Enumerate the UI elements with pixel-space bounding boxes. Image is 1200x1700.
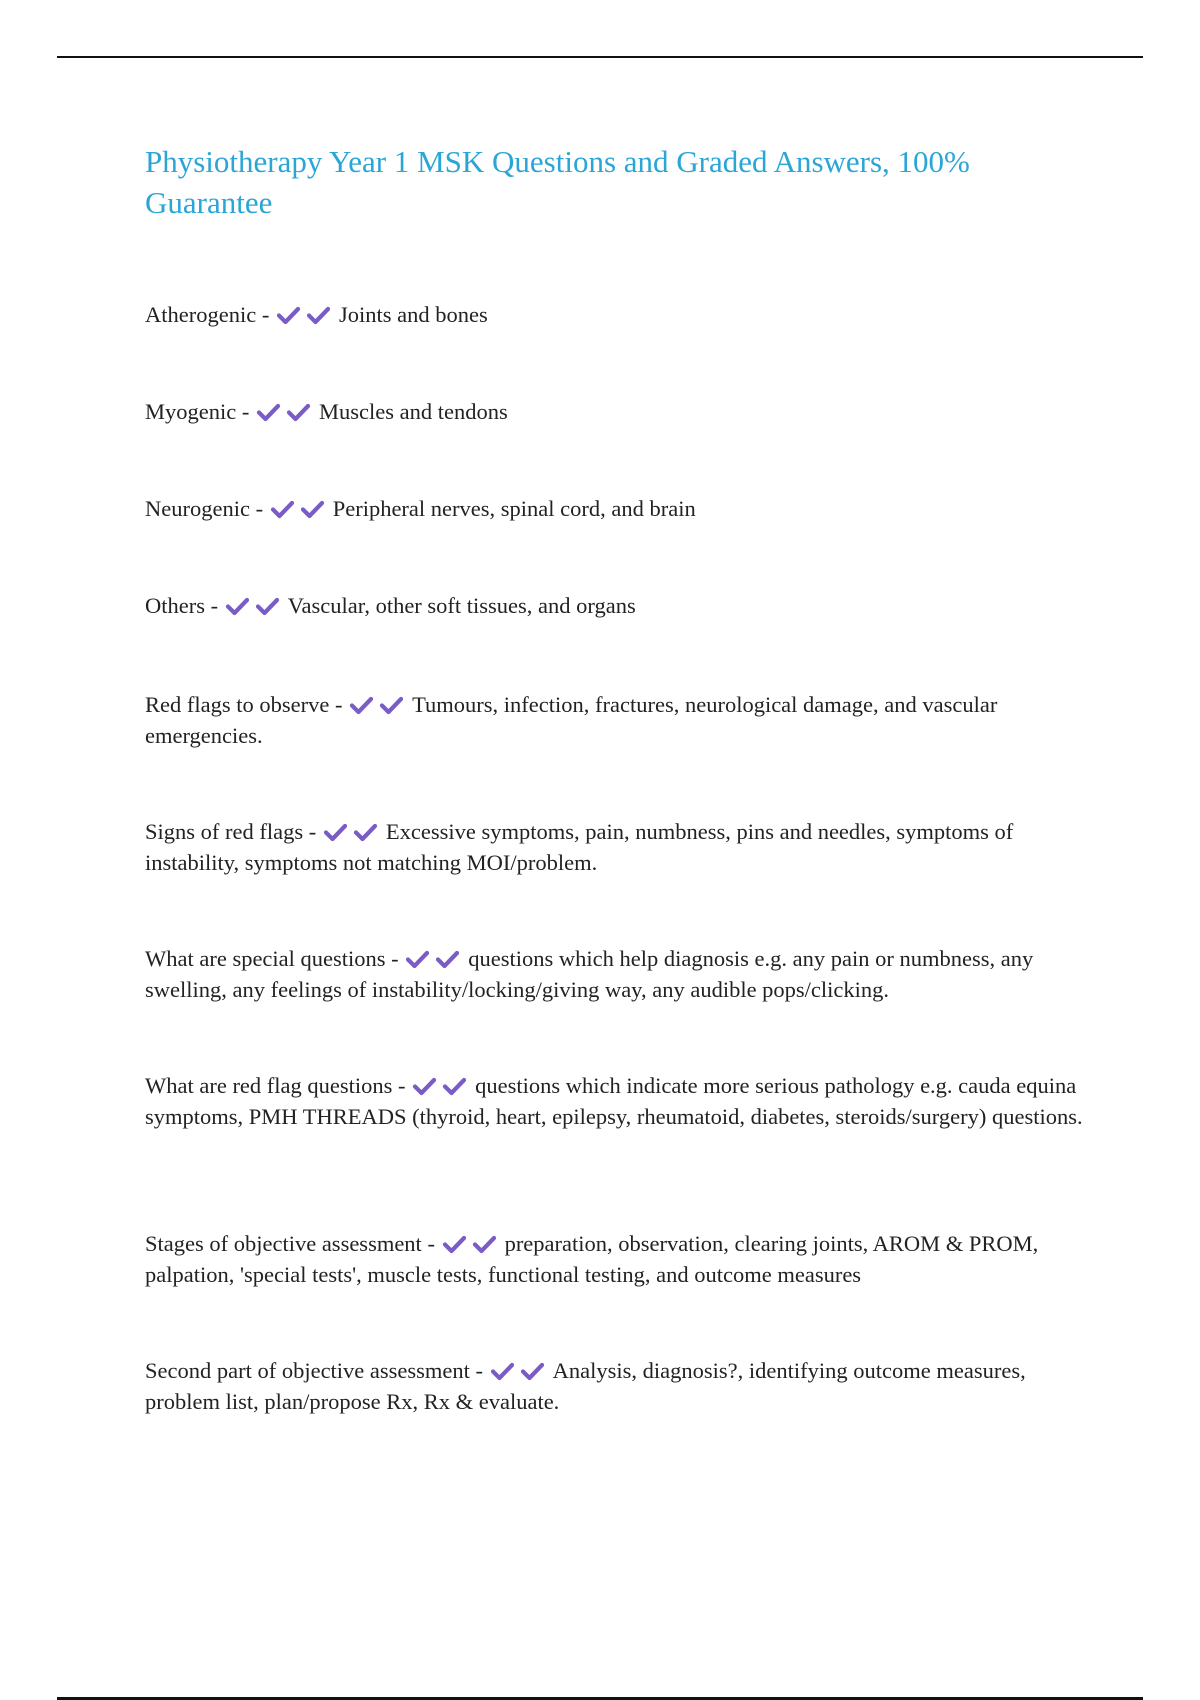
qa-item — [145, 590, 1085, 621]
qa-item — [145, 1228, 1085, 1290]
qa-term: Atherogenic — [145, 302, 257, 327]
qa-term: Second part of objective assessment — [145, 1358, 470, 1383]
checkmark-icon — [225, 596, 255, 616]
qa-separator: - — [210, 593, 219, 618]
checkmark-icon — [270, 499, 300, 519]
qa-term: Signs of red flags — [145, 819, 304, 844]
checkmark-icon — [276, 305, 306, 325]
checkmark-icon — [490, 1361, 520, 1381]
qa-item — [145, 299, 1085, 330]
qa-term: What are red flag questions — [145, 1073, 393, 1098]
qa-term: Red flags to observe — [145, 692, 330, 717]
checkmark-icon — [286, 402, 316, 422]
qa-answer: Analysis, diagnosis?, identifying outcome measures, problem list, plan/propose Rx, Rx & evaluate. — [145, 1358, 1026, 1414]
checkmark-icon — [349, 695, 379, 715]
qa-term: Stages of objective assessment — [145, 1231, 422, 1256]
checkmark-icon — [256, 402, 286, 422]
checkmark-icon — [442, 1076, 472, 1096]
qa-separator: - — [427, 1231, 435, 1256]
qa-separator: - — [261, 302, 270, 327]
qa-answer: Tumours, infection, fractures, neurological damage, and vascular emergencies. — [145, 692, 998, 748]
qa-term: What are special questions — [145, 946, 386, 971]
check-pair — [256, 396, 316, 427]
qa-item — [145, 1355, 1085, 1417]
qa-separator: - — [391, 946, 399, 971]
checkmark-icon — [472, 1234, 502, 1254]
checkmark-icon — [300, 499, 330, 519]
qa-item — [145, 1070, 1085, 1132]
qa-term: Myogenic — [145, 399, 237, 424]
qa-term: Others — [145, 593, 205, 618]
qa-separator: - — [241, 399, 250, 424]
check-pair — [323, 816, 383, 847]
check-pair — [276, 299, 336, 330]
page-title: Physiotherapy Year 1 MSK Questions and Graded Answers, 100% Guarantee — [145, 144, 970, 220]
qa-separator: - — [334, 692, 343, 717]
qa-item — [145, 493, 1085, 524]
qa-separator: - — [255, 496, 264, 521]
qa-answer: Vascular, other soft tissues, and organs — [287, 593, 636, 618]
check-pair — [412, 1070, 472, 1101]
checkmark-icon — [323, 822, 353, 842]
check-pair — [349, 689, 409, 720]
check-pair — [442, 1228, 502, 1259]
checkmark-icon — [306, 305, 336, 325]
checkmark-icon — [379, 695, 409, 715]
check-pair — [405, 943, 465, 974]
top-rule — [57, 56, 1143, 58]
checkmark-icon — [255, 596, 285, 616]
qa-item — [145, 943, 1085, 1005]
check-pair — [490, 1355, 550, 1386]
qa-separator: - — [475, 1358, 484, 1383]
check-pair — [225, 590, 285, 621]
qa-answer: Peripheral nerves, spinal cord, and brain — [332, 496, 696, 521]
qa-item — [145, 396, 1085, 427]
checkmark-icon — [435, 949, 465, 969]
qa-answer: Muscles and tendons — [318, 399, 508, 424]
checkmark-icon — [520, 1361, 550, 1381]
qa-item — [145, 816, 1085, 878]
qa-answer: questions which help diagnosis e.g. any pain or numbness, any swelling, any feelings of instability/locking/giving way, any audible pops/clicking. — [145, 946, 1034, 1002]
checkmark-icon — [412, 1076, 442, 1096]
qa-separator: - — [398, 1073, 406, 1098]
qa-answer: preparation, observation, clearing joints, AROM & PROM, palpation, 'special tests', muscle tests, functional testing, and outcome measures — [145, 1231, 1039, 1287]
qa-answer: Excessive symptoms, pain, numbness, pins and needles, symptoms of instability, symptoms not matching MOI/problem. — [145, 819, 1014, 875]
qa-item — [145, 689, 1085, 751]
qa-answer: questions which indicate more serious pathology e.g. cauda equina symptoms, PMH THREADS (thyroid, heart, epilepsy, rheumatoid, diabetes, steroids/surgery) questions. — [145, 1073, 1083, 1129]
checkmark-icon — [405, 949, 435, 969]
checkmark-icon — [353, 822, 383, 842]
check-pair — [270, 493, 330, 524]
qa-separator: - — [308, 819, 317, 844]
checkmark-icon — [442, 1234, 472, 1254]
qa-term: Neurogenic — [145, 496, 250, 521]
qa-answer: Joints and bones — [338, 302, 488, 327]
